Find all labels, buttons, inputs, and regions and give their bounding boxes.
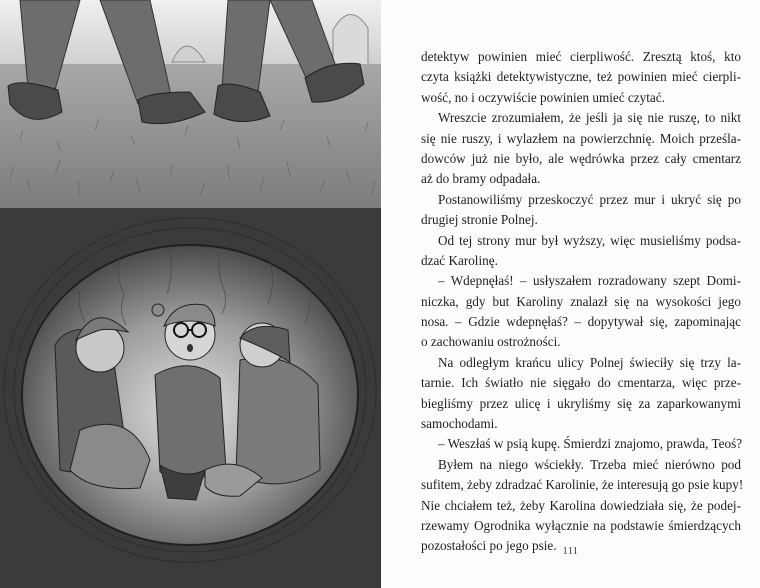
page-number: 111 [562, 546, 579, 557]
text-line: tarnie. Ich światło nie sięgało do cmentarza, więc prze- [421, 375, 741, 391]
text-line: – Wdepnęłaś! – usłyszałem rozradowany szept Domi- [438, 273, 741, 289]
text-line: wość, no i oczywiście powinien umieć czytać. [421, 89, 665, 105]
text-line: – Weszłaś w psią kupę. Śmierdzi znajomo, prawda, Teoś? [438, 436, 743, 452]
children-figures [55, 304, 320, 500]
text-line: detektyw powinien mieć cierpliwość. Zresztą ktoś, kto [421, 49, 741, 64]
text-line: pozostałości po jego psie. [421, 538, 557, 554]
text-line: Nie chciałem też, żeby Karolina dowiedziała się, że podej- [421, 497, 741, 513]
text-line: aż do bramy odpadała. [421, 171, 541, 187]
text-line: nosa. – Gdzie wdepnęłaś? – dopytywał się, zapominając [421, 314, 741, 330]
text-line: Od tej strony mur był wyższy, więc musieliśmy podsa- [438, 232, 741, 248]
text-line: Byłem na niego wściekły. Trzeba mieć nierówno pod [438, 456, 741, 472]
text-line: czyta książki detektywistyczne, też powinien mieć cierpli- [421, 69, 741, 85]
text-line: dzać Karolinę. [421, 252, 498, 268]
text-line: samochodami. [421, 416, 498, 432]
text-line: Na odległym krańcu ulicy Polnej świeciły się trzy la- [438, 354, 741, 370]
text-line: o zachowaniu ostrożności. [421, 334, 561, 350]
text-line: dowców już nie było, ale wędrówka przez cały cmentarz [421, 150, 741, 166]
body-text [421, 47, 744, 557]
text-line: rzewamy Ogrodnika wyłącznie na podstawie śmierdzących [421, 517, 741, 533]
text-page [381, 0, 760, 588]
text-line: Wreszcie zrozumiałem, że jeśli ja się nie ruszę, to nikt [438, 110, 741, 126]
tombstone [333, 14, 368, 70]
text-line: drugiej stronie Polnej. [421, 212, 538, 228]
text-line: się nie ruszy, i wylazłem na powierzchnię. Moich prześla- [421, 130, 741, 146]
text-line: sufitem, żeby zdradzać Karolinie, że interesują go psie kupy! [421, 477, 744, 493]
text-line: biegliśmy przez ulicę i ukryliśmy się za zaparkowanymi [421, 395, 741, 411]
text-line: Postanowiliśmy przeskoczyć przez mur i ukryć się po [438, 191, 741, 207]
text-line: niczka, gdy but Karoliny znalazł się na wysokości jego [421, 293, 741, 309]
